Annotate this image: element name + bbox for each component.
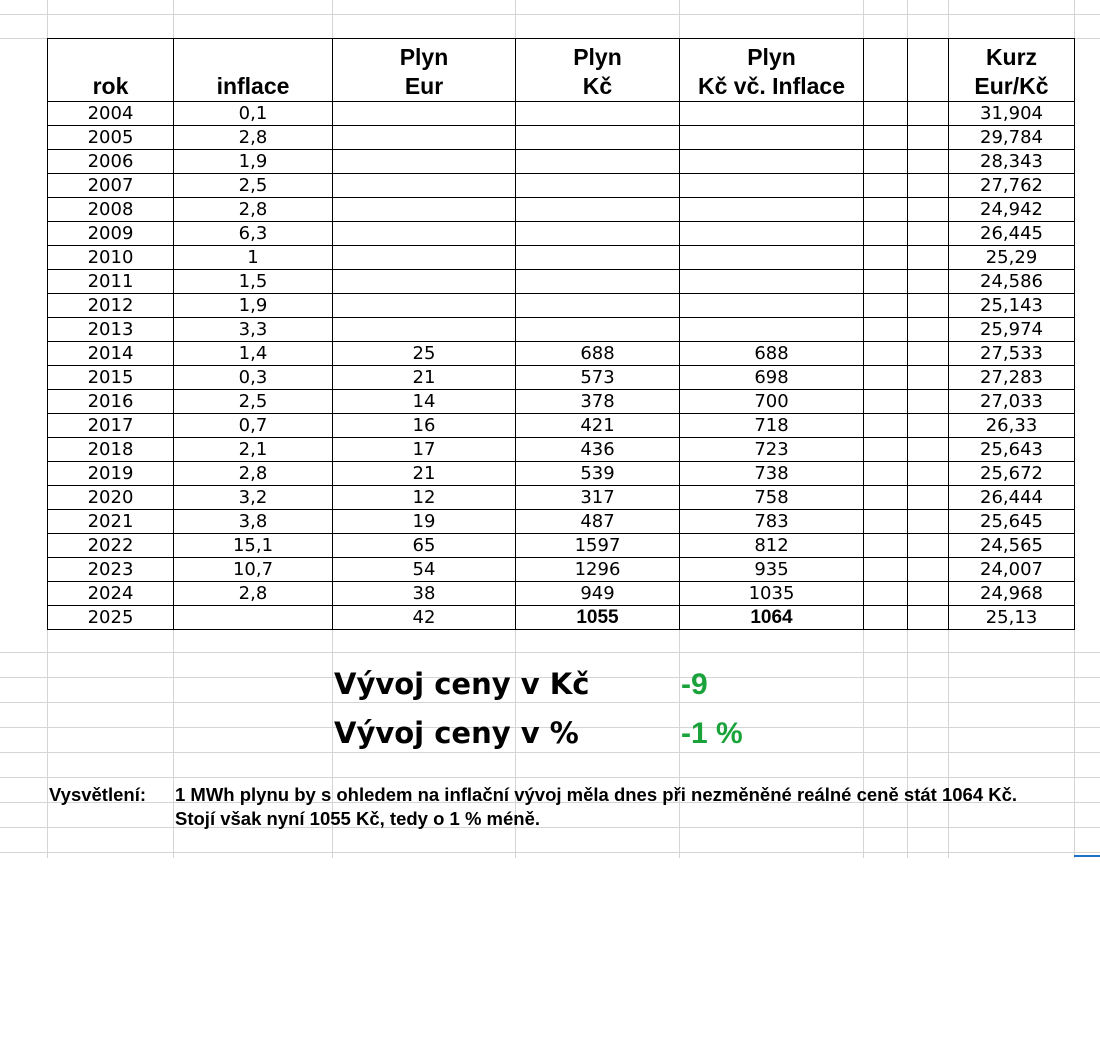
cell-plyn-eur[interactable]: 38 [333,582,516,606]
cell-rok[interactable]: 2013 [48,318,174,342]
cell-plyn-kc-infl[interactable]: 758 [680,486,864,510]
table-row [48,390,1075,414]
cell-plyn-kc-infl[interactable]: 935 [680,558,864,582]
cell-plyn-kc-infl[interactable] [680,126,864,150]
cell-rok[interactable]: 2019 [48,462,174,486]
cell-empty[interactable] [908,174,949,198]
cell-plyn-eur[interactable]: 21 [333,366,516,390]
cell-plyn-kc-infl[interactable]: 723 [680,438,864,462]
grid-row-line [0,852,1100,853]
cell-kurz[interactable]: 25,29 [949,246,1075,270]
cell-plyn-kc-infl[interactable]: 783 [680,510,864,534]
cell-rok[interactable]: 2016 [48,390,174,414]
cell-empty[interactable] [864,102,908,126]
header-text: Eur [404,73,444,99]
summary-czk-value[interactable]: -9 [681,668,708,701]
cell-empty[interactable] [908,246,949,270]
cell-plyn-kc[interactable]: 421 [516,414,680,438]
cell-plyn-kc-infl[interactable] [680,174,864,198]
cell-kurz[interactable]: 27,033 [949,390,1075,414]
cell-plyn-kc[interactable] [516,150,680,174]
table-row [48,486,1075,510]
cell-rok[interactable]: 2023 [48,558,174,582]
cell-inflace[interactable]: 10,7 [174,558,333,582]
grid-row-line [0,652,1100,653]
cell-plyn-kc-infl[interactable] [680,270,864,294]
header-inflace[interactable] [174,39,333,102]
header-plyn-eur[interactable] [333,39,516,102]
cell-inflace[interactable]: 2,5 [174,174,333,198]
cell-plyn-kc-infl[interactable] [680,222,864,246]
table-row [48,198,1075,222]
cell-empty[interactable] [864,294,908,318]
cell-plyn-kc[interactable]: 317 [516,486,680,510]
cell-kurz[interactable]: 28,343 [949,150,1075,174]
cell-rok[interactable]: 2011 [48,270,174,294]
cell-empty[interactable] [908,222,949,246]
cell-rok[interactable]: 2022 [48,534,174,558]
cell-empty[interactable] [908,414,949,438]
cell-plyn-kc-infl[interactable]: 688 [680,342,864,366]
cell-rok[interactable]: 2010 [48,246,174,270]
cell-plyn-kc[interactable] [516,198,680,222]
header-kurz[interactable] [949,39,1075,102]
cell-kurz[interactable]: 25,13 [949,606,1075,630]
cell-empty[interactable] [908,198,949,222]
cell-empty[interactable] [864,174,908,198]
cell-empty[interactable] [864,438,908,462]
table-row [48,102,1075,126]
cell-inflace[interactable]: 2,1 [174,438,333,462]
cell-plyn-eur[interactable]: 12 [333,486,516,510]
cell-inflace[interactable]: 1,9 [174,294,333,318]
header-text: rok [92,73,129,99]
cell-empty[interactable] [864,198,908,222]
cell-plyn-kc[interactable]: 1055 [516,606,680,630]
cell-selection-indicator [1074,855,1100,857]
cell-kurz[interactable]: 27,283 [949,366,1075,390]
cell-plyn-kc-infl[interactable]: 698 [680,366,864,390]
cell-plyn-kc-infl[interactable] [680,102,864,126]
cell-kurz[interactable]: 25,672 [949,462,1075,486]
cell-rok[interactable]: 2012 [48,294,174,318]
cell-kurz[interactable]: 25,643 [949,438,1075,462]
grid-row-line [0,752,1100,753]
cell-plyn-kc[interactable] [516,318,680,342]
header-text: Kč [582,73,613,99]
cell-rok[interactable]: 2021 [48,510,174,534]
cell-kurz[interactable]: 24,565 [949,534,1075,558]
table-row [48,462,1075,486]
cell-plyn-kc[interactable] [516,102,680,126]
cell-plyn-eur[interactable]: 54 [333,558,516,582]
cell-plyn-eur[interactable]: 14 [333,390,516,414]
cell-rok[interactable]: 2020 [48,486,174,510]
cell-plyn-kc-infl[interactable]: 700 [680,390,864,414]
cell-empty[interactable] [864,462,908,486]
cell-kurz[interactable]: 24,586 [949,270,1075,294]
cell-rok[interactable]: 2014 [48,342,174,366]
cell-inflace[interactable]: 3,3 [174,318,333,342]
cell-inflace[interactable]: 3,2 [174,486,333,510]
cell-kurz[interactable]: 24,942 [949,198,1075,222]
cell-plyn-eur[interactable]: 25 [333,342,516,366]
explanation-label[interactable]: Vysvětlení: [49,784,146,805]
table-row [48,222,1075,246]
cell-empty[interactable] [908,438,949,462]
header-text: Kurz [985,44,1038,70]
cell-plyn-kc[interactable] [516,174,680,198]
cell-plyn-eur[interactable]: 19 [333,510,516,534]
grid-row-line [0,777,1100,778]
cell-plyn-eur[interactable]: 65 [333,534,516,558]
cell-plyn-kc-infl[interactable]: 718 [680,414,864,438]
explanation-line-1[interactable]: 1 MWh plynu by s ohledem na inflační vývoj měla dnes při nezměněné reálné ceně stát 1064 Kč. [175,784,1018,805]
cell-plyn-kc[interactable]: 949 [516,582,680,606]
cell-empty[interactable] [908,510,949,534]
cell-inflace[interactable]: 2,8 [174,462,333,486]
header-empty-b[interactable] [908,39,949,102]
cell-empty[interactable] [864,342,908,366]
table-row [48,126,1075,150]
cell-empty[interactable] [864,606,908,630]
cell-plyn-kc[interactable]: 378 [516,390,680,414]
cell-plyn-kc[interactable]: 487 [516,510,680,534]
cell-inflace[interactable]: 2,8 [174,582,333,606]
cell-inflace[interactable]: 2,8 [174,198,333,222]
cell-rok[interactable]: 2018 [48,438,174,462]
table-row [48,318,1075,342]
header-text: Kč vč. Inflace [697,73,846,99]
cell-empty[interactable] [864,414,908,438]
cell-rok[interactable]: 2008 [48,198,174,222]
cell-inflace[interactable]: 0,1 [174,102,333,126]
cell-plyn-kc-infl[interactable]: 738 [680,462,864,486]
cell-plyn-kc[interactable] [516,126,680,150]
cell-empty[interactable] [864,534,908,558]
cell-plyn-kc-infl[interactable] [680,150,864,174]
cell-plyn-kc[interactable]: 688 [516,342,680,366]
table-row [48,582,1075,606]
cell-rok[interactable]: 2004 [48,102,174,126]
cell-kurz[interactable]: 24,007 [949,558,1075,582]
cell-plyn-kc[interactable] [516,246,680,270]
cell-plyn-kc-infl[interactable]: 812 [680,534,864,558]
cell-empty[interactable] [908,558,949,582]
cell-plyn-kc[interactable]: 573 [516,366,680,390]
header-plyn-kc-infl[interactable] [680,39,864,102]
table-row [48,270,1075,294]
cell-empty[interactable] [864,150,908,174]
cell-rok[interactable]: 2006 [48,150,174,174]
cell-plyn-kc-infl[interactable]: 1064 [680,606,864,630]
cell-inflace[interactable]: 15,1 [174,534,333,558]
cell-inflace[interactable]: 1 [174,246,333,270]
cell-kurz[interactable]: 29,784 [949,126,1075,150]
cell-plyn-eur[interactable]: 17 [333,438,516,462]
cell-plyn-eur[interactable]: 42 [333,606,516,630]
cell-plyn-eur[interactable] [333,222,516,246]
cell-plyn-eur[interactable] [333,126,516,150]
cell-inflace[interactable]: 3,8 [174,510,333,534]
table-row [48,606,1075,630]
cell-inflace[interactable]: 1,5 [174,270,333,294]
cell-plyn-kc[interactable] [516,222,680,246]
table-body [48,102,1075,630]
cell-empty[interactable] [864,270,908,294]
cell-plyn-eur[interactable] [333,150,516,174]
cell-empty[interactable] [908,318,949,342]
cell-rok[interactable]: 2005 [48,126,174,150]
cell-plyn-eur[interactable] [333,294,516,318]
cell-plyn-kc[interactable]: 1597 [516,534,680,558]
cell-plyn-eur[interactable] [333,246,516,270]
cell-empty[interactable] [864,558,908,582]
table-row [48,366,1075,390]
explanation-line-2[interactable]: Stojí však nyní 1055 Kč, tedy o 1 % méně. [175,808,541,829]
cell-plyn-eur[interactable] [333,174,516,198]
header-text: Plyn [747,44,796,70]
cell-rok[interactable]: 2024 [48,582,174,606]
cell-empty[interactable] [864,318,908,342]
table-row [48,294,1075,318]
summary-czk-label[interactable]: Vývoj ceny v Kč [334,667,590,701]
cell-empty[interactable] [908,606,949,630]
cell-kurz[interactable]: 27,762 [949,174,1075,198]
cell-plyn-eur[interactable] [333,318,516,342]
cell-plyn-eur[interactable] [333,102,516,126]
grid-row-line [0,827,1100,828]
cell-inflace[interactable] [174,606,333,630]
cell-plyn-kc-infl[interactable] [680,246,864,270]
data-table [47,38,1075,630]
table-row [48,246,1075,270]
table-row [48,534,1075,558]
cell-empty[interactable] [908,366,949,390]
header-rok[interactable] [48,39,174,102]
cell-empty[interactable] [908,534,949,558]
cell-empty[interactable] [908,150,949,174]
cell-empty[interactable] [864,582,908,606]
table-row [48,438,1075,462]
cell-empty[interactable] [908,270,949,294]
cell-rok[interactable]: 2007 [48,174,174,198]
cell-kurz[interactable]: 31,904 [949,102,1075,126]
cell-kurz[interactable]: 27,533 [949,342,1075,366]
table-row [48,174,1075,198]
cell-empty[interactable] [864,222,908,246]
cell-rok[interactable]: 2009 [48,222,174,246]
cell-inflace[interactable]: 2,5 [174,390,333,414]
cell-kurz[interactable]: 26,444 [949,486,1075,510]
cell-plyn-kc[interactable]: 436 [516,438,680,462]
cell-empty[interactable] [864,510,908,534]
cell-inflace[interactable]: 0,7 [174,414,333,438]
cell-plyn-kc-infl[interactable] [680,294,864,318]
cell-inflace[interactable]: 1,4 [174,342,333,366]
cell-empty[interactable] [908,462,949,486]
cell-plyn-eur[interactable]: 16 [333,414,516,438]
cell-empty[interactable] [908,390,949,414]
cell-plyn-kc[interactable] [516,270,680,294]
cell-empty[interactable] [908,342,949,366]
table-row [48,510,1075,534]
cell-plyn-kc-infl[interactable]: 1035 [680,582,864,606]
cell-empty[interactable] [908,294,949,318]
cell-empty[interactable] [908,582,949,606]
cell-empty[interactable] [864,246,908,270]
table-row [48,558,1075,582]
cell-inflace[interactable]: 1,9 [174,150,333,174]
cell-kurz[interactable]: 26,445 [949,222,1075,246]
table-row [48,342,1075,366]
cell-plyn-eur[interactable] [333,198,516,222]
grid-row-line [0,14,1100,15]
cell-plyn-kc-infl[interactable] [680,198,864,222]
cell-plyn-eur[interactable] [333,270,516,294]
cell-plyn-kc[interactable]: 539 [516,462,680,486]
header-text: Eur/Kč [974,73,1049,99]
cell-empty[interactable] [908,102,949,126]
header-plyn-kc[interactable] [516,39,680,102]
cell-kurz[interactable]: 25,143 [949,294,1075,318]
cell-kurz[interactable]: 24,968 [949,582,1075,606]
cell-empty[interactable] [908,486,949,510]
cell-empty[interactable] [864,390,908,414]
cell-kurz[interactable]: 26,33 [949,414,1075,438]
cell-empty[interactable] [864,486,908,510]
cell-kurz[interactable]: 25,974 [949,318,1075,342]
cell-rok[interactable]: 2015 [48,366,174,390]
cell-plyn-kc-infl[interactable] [680,318,864,342]
cell-inflace[interactable]: 0,3 [174,366,333,390]
cell-rok[interactable]: 2025 [48,606,174,630]
table-row [48,414,1075,438]
cell-empty[interactable] [908,126,949,150]
header-text: inflace [216,73,290,99]
cell-kurz[interactable]: 25,645 [949,510,1075,534]
summary-pct-label[interactable]: Vývoj ceny v % [334,716,579,750]
table-row [48,150,1075,174]
cell-empty[interactable] [864,366,908,390]
grid-row-line [0,702,1100,703]
cell-empty[interactable] [864,126,908,150]
cell-plyn-kc[interactable] [516,294,680,318]
cell-inflace[interactable]: 6,3 [174,222,333,246]
cell-inflace[interactable]: 2,8 [174,126,333,150]
cell-plyn-kc[interactable]: 1296 [516,558,680,582]
summary-pct-value[interactable]: -1 % [681,717,743,750]
header-empty-a[interactable] [864,39,908,102]
cell-rok[interactable]: 2017 [48,414,174,438]
table-header [48,39,1075,102]
header-text: Plyn [573,44,622,70]
cell-plyn-eur[interactable]: 21 [333,462,516,486]
header-text: Plyn [399,44,449,70]
